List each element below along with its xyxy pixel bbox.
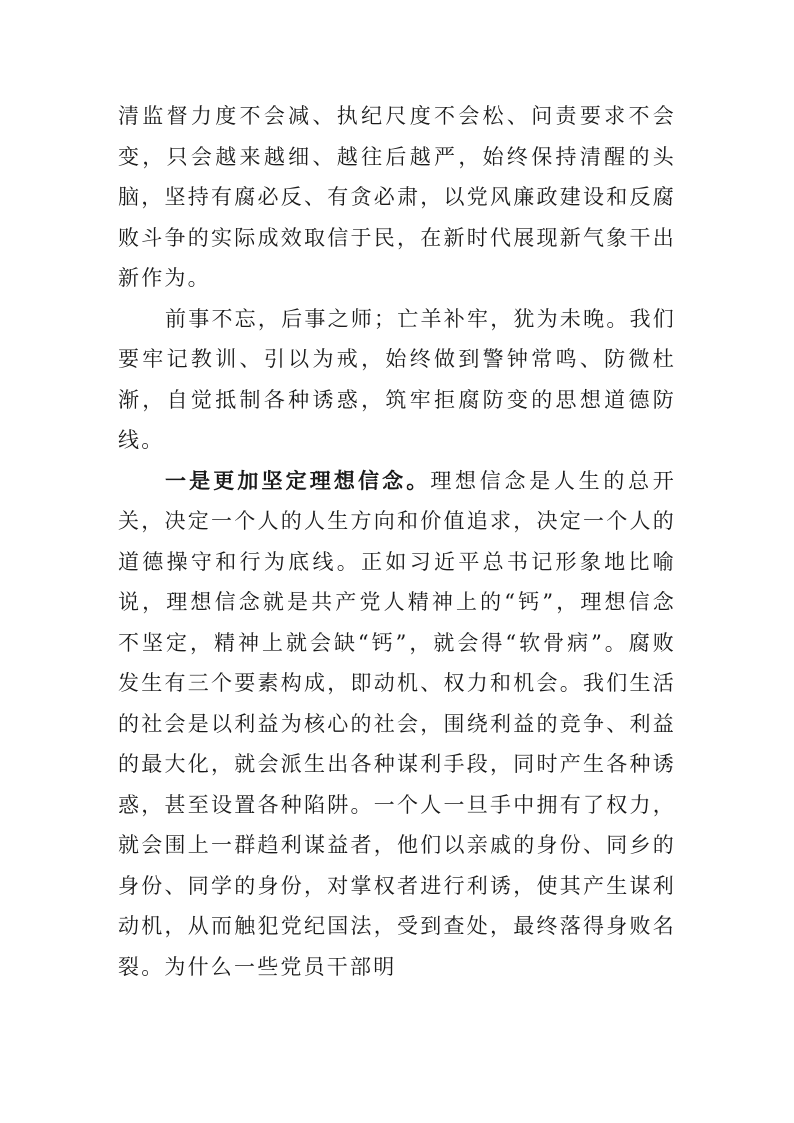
paragraph-3 xyxy=(118,461,676,988)
paragraph-3-body: 理想信念是人生的总开关，决定一个人的人生方向和价值追求，决定一个人的道德操守和行为底线。正如习近平总书记形象地比喻说，理想信念就是共产党人精神上的“钙”，理想信念不坚定，精神上就会缺“钙”，就会得“软骨病”。腐败发生有三个要素构成，即动机、权力和机会。我们生活的社会是以利益为核心的社会，围绕利益的竞争、利益的最大化，就会派生出各种谋利手段，同时产生各种诱惑，甚至设置各种陷阱。一个人一旦手中拥有了权力，就会围上一群趋利谋益者，他们以亲戚的身份、同乡的身份、同学的身份，对掌权者进行利诱，使其产生谋利动机，从而触犯党纪国法，受到查处，最终落得身败名裂。为什么一些党员干部明 xyxy=(118,468,677,979)
paragraph-2: 前事不忘，后事之师；亡羊补牢，犹为未晚。我们要牢记教训、引以为戒，始终做到警钟常鸣、防微杜渐，自觉抵制各种诱惑，筑牢拒腐防变的思想道德防线。 xyxy=(118,306,676,452)
paragraph-1: 清监督力度不会减、执纪尺度不会松、问责要求不会变，只会越来越细、越往后越严，始终保持清醒的头脑，坚持有腐必反、有贪必肃，以党风廉政建设和反腐败斗争的实际成效取信于民，在新时代展现新气象干出新作为。 xyxy=(118,104,676,290)
paragraph-3-heading: 一是更加坚定理想信念。 xyxy=(165,468,431,493)
document-body xyxy=(118,96,676,987)
